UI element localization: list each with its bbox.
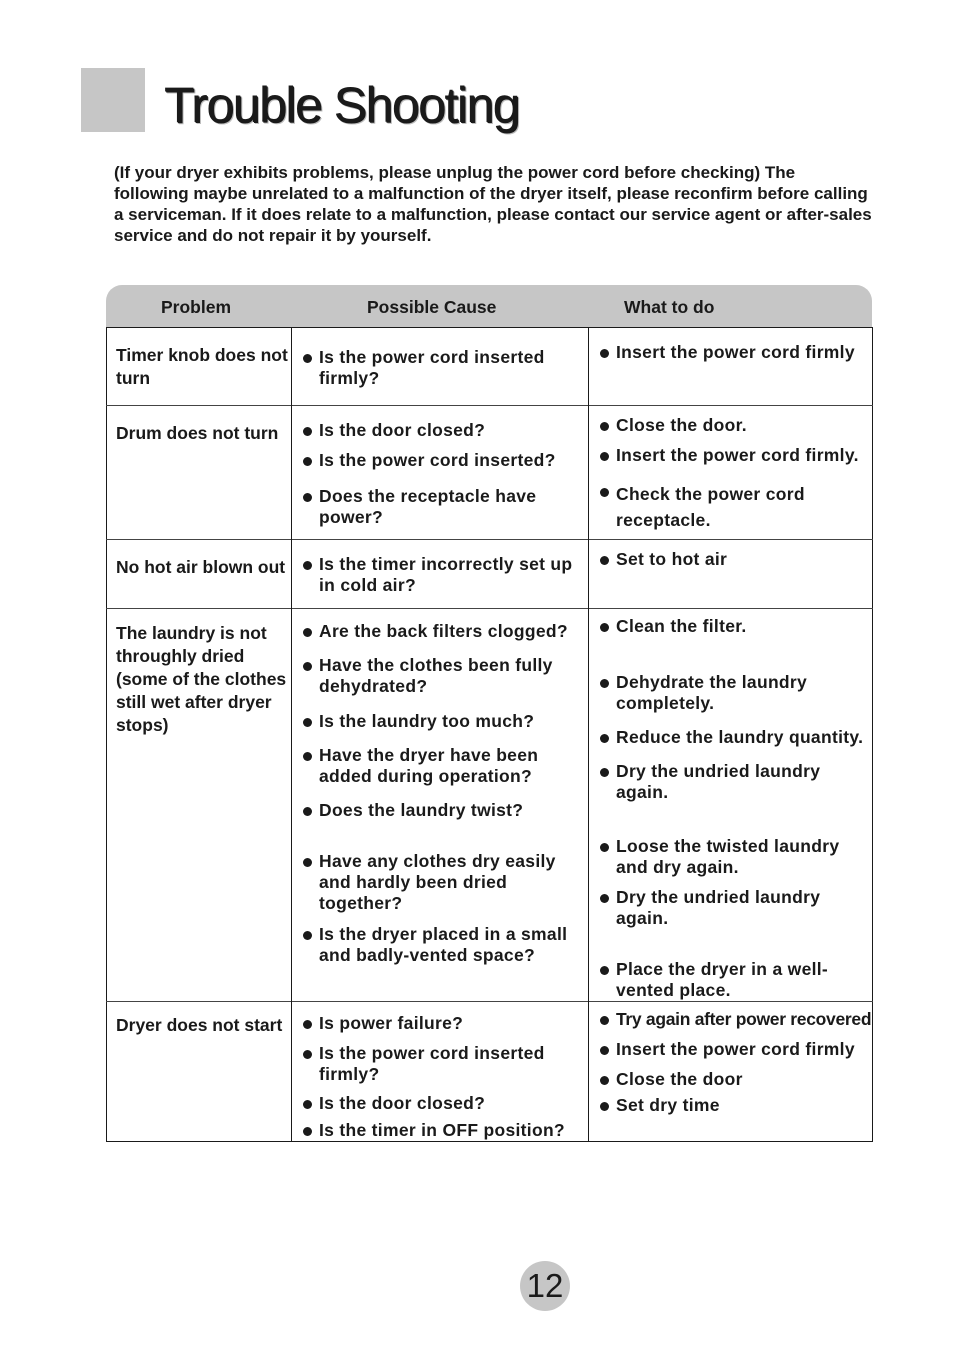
table-row <box>107 328 873 406</box>
cause-item: Is the power cord inserted firmly? <box>303 1043 584 1085</box>
action-cell <box>589 1002 873 1142</box>
header-possible-cause: Possible Cause <box>367 297 497 317</box>
cause-item: Is the power cord inserted? <box>303 450 584 471</box>
action-cell <box>589 406 873 540</box>
action-item: Insert the power cord firmly. <box>600 445 868 466</box>
problem-cell: Dryer does not start <box>116 1015 283 1035</box>
cause-item: Does the receptacle have power? <box>303 486 584 528</box>
action-item: Dry the undried laundry again. <box>600 761 868 803</box>
cause-item: Is power failure? <box>303 1013 584 1034</box>
cause-item: Is the door closed? <box>303 1093 584 1114</box>
cause-item: Is the timer incorrectly set up in cold air? <box>303 554 584 596</box>
action-item: Dehydrate the laundry completely. <box>600 672 868 714</box>
cause-cell <box>292 1002 589 1142</box>
action-cell <box>589 328 873 406</box>
cause-item: Are the back filters clogged? <box>303 621 584 642</box>
action-item: Reduce the laundry quantity. <box>600 727 868 748</box>
action-item: Try again after power recovered <box>600 1009 872 1030</box>
action-item: Clean the filter. <box>600 616 868 637</box>
table-row <box>107 540 873 609</box>
cause-item: Have any clothes dry easily and hardly been dried together? <box>303 851 584 914</box>
table-header <box>106 285 872 327</box>
cause-cell <box>292 540 589 609</box>
action-item: Close the door <box>600 1069 872 1090</box>
table-row <box>107 406 873 540</box>
action-cell <box>589 540 873 609</box>
action-cell <box>589 609 873 1002</box>
action-item: Dry the undried laundry again. <box>600 887 868 929</box>
cause-item: Does the laundry twist? <box>303 800 584 821</box>
action-item: Insert the power cord firmly <box>600 1039 872 1060</box>
cause-item: Is the door closed? <box>303 420 584 441</box>
cause-cell <box>292 609 589 1002</box>
header-problem: Problem <box>161 297 232 317</box>
problem-cell: No hot air blown out <box>116 557 286 577</box>
action-item: Place the dryer in a well-vented place. <box>600 959 868 1001</box>
table-row <box>107 609 873 1002</box>
action-item: Insert the power cord firmly <box>600 342 868 363</box>
page-title: Trouble Shooting <box>164 77 519 133</box>
troubleshooting-table <box>106 285 872 1142</box>
header-what-to-do: What to do <box>624 297 715 317</box>
problem-cell: The laundry is not throughly dried (some of the clothes still wet after dryer stops) <box>116 623 287 735</box>
action-item: Loose the twisted laundry and dry again. <box>600 836 868 878</box>
table-row <box>107 1002 873 1142</box>
page-number-badge: 12 <box>520 1261 570 1311</box>
cause-item: Is the timer in OFF position? <box>303 1120 584 1141</box>
action-item: Check the power cord receptacle. <box>600 481 868 533</box>
action-item: Set dry time <box>600 1095 872 1116</box>
cause-item: Have the dryer have been added during operation? <box>303 745 584 787</box>
cause-item: Is the laundry too much? <box>303 711 584 732</box>
cause-cell <box>292 328 589 406</box>
title-gray-block <box>81 68 145 132</box>
action-item: Close the door. <box>600 415 868 436</box>
cause-item: Is the dryer placed in a small and badly-vented space? <box>303 924 584 966</box>
cause-item: Is the power cord inserted firmly? <box>303 347 584 389</box>
intro-paragraph: (If your dryer exhibits problems, please unplug the power cord before checking) The following maybe unrelated to a malfunction of the dryer itself, please reconfirm before calling a serviceman. If it does relate to a malfunction, please contact our service agent or after-sales service and do not repair it by yourself. <box>114 163 872 245</box>
cause-cell <box>292 406 589 540</box>
problem-cell: Drum does not turn <box>116 423 279 443</box>
troubleshooting-grid <box>106 327 873 1142</box>
problem-cell: Timer knob does not turn <box>116 345 288 388</box>
action-item: Set to hot air <box>600 549 868 570</box>
cause-item: Have the clothes been fully dehydrated? <box>303 655 584 697</box>
